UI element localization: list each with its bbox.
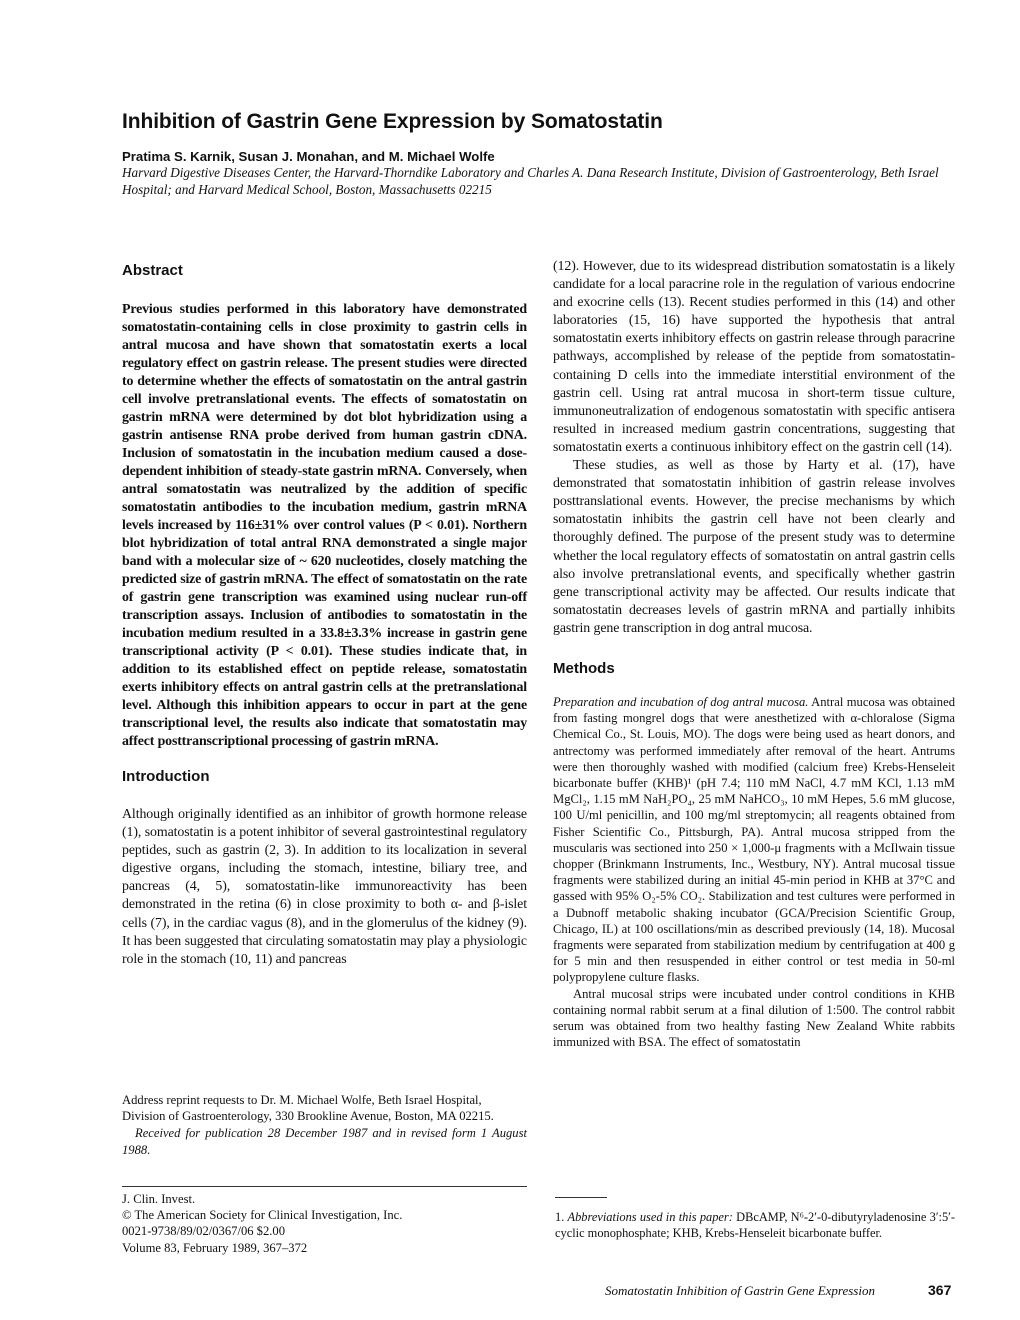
right-column bbox=[553, 258, 955, 1050]
footnote-label: Abbreviations used in this paper: bbox=[567, 1210, 733, 1224]
issn-price: 0021-9738/89/02/0367/06 $2.00 bbox=[122, 1224, 286, 1239]
abstract-heading: Abstract bbox=[122, 262, 183, 279]
reprint-address: Address reprint requests to Dr. M. Michael Wolfe, Beth Israel Hospital, Division of Gastroenterology, 330 Brookline Avenue, Boston, MA 02215. bbox=[122, 1093, 494, 1124]
affiliation: Harvard Digestive Diseases Center, the Harvard-Thorndike Laboratory and Charles A. Dana Research Institute, Division of Gastroenterology, Beth Israel Hospital; and Harvard Medical School, Boston, Massachusetts 02215 bbox=[122, 165, 939, 197]
volume-pages: Volume 83, February 1989, 367–372 bbox=[122, 1240, 308, 1255]
article-title: Inhibition of Gastrin Gene Expression by Somatostatin bbox=[122, 110, 663, 133]
correspondence-note bbox=[122, 1092, 527, 1158]
methods-text bbox=[553, 694, 955, 1050]
left-column bbox=[122, 258, 527, 983]
page-number: 367 bbox=[928, 1282, 952, 1298]
methods-heading: Methods bbox=[553, 659, 615, 677]
author-list: Pratima S. Karnik, Susan J. Monahan, and M. Michael Wolfe bbox=[122, 149, 495, 164]
footnote-divider-right bbox=[555, 1197, 607, 1198]
footnote-text: DBcAMP, N⁶-2′-0-dibutyryladenosine 3′:5′-cyclic monophosphate; KHB, Krebs-Henseleit bicarbonate buffer. bbox=[555, 1210, 956, 1240]
copyright: © The American Society for Clinical Investigation, Inc. bbox=[122, 1208, 403, 1223]
introduction-paragraph-1-start: Although originally identified as an inhibitor of growth hormone release (1), somatostatin is a potent inhibitor of several gastrointestinal regulatory peptides, such as gastrin (2, 3). In addition to its localization in several digestive organs, including the stomach, intestine, biliary tree, and pancreas (4, 5), somatostatin-like immunoreactivity has been demonstrated in the retina (6) in close proximity to both α- and β-islet cells (7), in the cardiac vagus (8), and in the glomerulus of the kidney (9). It has been suggested that circulating somatostatin may play a physiologic role in the stomach (10, 11) and pancreas bbox=[122, 807, 527, 967]
introduction-paragraph-1-end: (12). However, due to its widespread distribution somatostatin is a likely candidate for a local paracrine role in the regulation of various endocrine and exocrine cells (13). Recent studies performed in this (14) and other laboratories (15, 16) have supported the hypothesis that antral somatostatin exerts inhibitory effects on gastrin release through paracrine pathways, accomplished by release of the peptide from somatostatin-containing D cells into the immediate interstitial environment of the gastrin cell. Using rat antral mucosa in short-term tissue culture, immunoneutralization of endogenous somatostatin with specific antisera resulted in increased medium gastrin concentrations, suggesting that somatostatin exerts a continuous inhibitory effect on the gastrin cell (14). bbox=[553, 259, 955, 455]
journal-info bbox=[122, 1191, 527, 1256]
journal-name: J. Clin. Invest. bbox=[122, 1192, 196, 1206]
footnote-marker: 1. bbox=[555, 1210, 568, 1224]
methods-paragraph-2: Antral mucosal strips were incubated under control conditions in KHB containing normal rabbit serum at a final dilution of 1:500. The control rabbit serum was obtained from two healthy fasting New Zealand White rabbits immunized with BSA. The effect of somatostatin bbox=[553, 986, 955, 1050]
footnote-divider-left bbox=[122, 1186, 527, 1187]
methods-paragraph-1-text: Antral mucosa was obtained from fasting mongrel dogs that were anesthetized with α-chloralose (Sigma Chemical Co., St. Louis, MO). The dogs were being used as heart donors, and antrectomy was performed immediately after removal of the heart. Antrums were then thoroughly washed with modified (calcium free) Krebs-Henseleit bicarbonate buffer (KHB)¹ (pH 7.4; 110 mM NaCl, 4.7 mM KCl, 1.13 mM MgCl₂, 1.15 mM NaH₂PO₄, 25 mM NaHCO₃, 10 mM Hepes, 5.6 mM glucose, 100 U/ml penicillin, and 100 mg/ml streptomycin; all reagents obtained from Fisher Scientific Co., Pittsburgh, PA). Antral mucosa stripped from the muscularis was sectioned into 250 × 1,000-μ fragments with a McIlwain tissue chopper (Brinkmann Instruments, Inc., Westbury, NY). Antral mucosal tissue fragments were stabilized during an initial 45-min period in KHB at 37°C and gassed with 95% O₂-5% CO₂. Stabilization and test cultures were performed in a Dubnoff metabolic shaking incubator (GCA/Precision Scientific Group, Chicago, IL) at 100 oscillations/min as described previously (14, 18). Mucosal fragments were separated from stabilization medium by centrifugation at 400 g for 5 min and then resuspended in either control or test media in 50-ml polypropylene culture flasks. bbox=[553, 694, 955, 985]
methods-subheading: Preparation and incubation of dog antral mucosa. bbox=[553, 694, 809, 709]
introduction-paragraph-2: These studies, as well as those by Harty et al. (17), have demonstrated that somatostatin inhibition of gastrin release involves posttranslational events. However, the precise mechanisms by which somatostatin inhibits the gastrin cell have not been clearly and thoroughly defined. The purpose of the present study was to determine whether the local regulatory effects of somatostatin on antral gastrin cells also involve pretranslational events, and specifically whether gastrin gene transcriptional activity may be affected. Our results indicate that somatostatin decreases levels of gastrin mRNA and partially inhibits gastrin gene transcription in dog antral mucosa. bbox=[553, 458, 955, 636]
running-title: Somatostatin Inhibition of Gastrin Gene Expression bbox=[605, 1283, 875, 1298]
footnote bbox=[555, 1209, 955, 1241]
abstract-text: Previous studies performed in this laboratory have demonstrated somatostatin-containing cells in close proximity to gastrin cells in antral mucosa and have shown that somatostatin exerts a local regulatory effect on gastrin release. The present studies were directed to determine whether the effects of somatostatin on the antral gastrin cell involve pretranslational events. The effects of somatostatin on gastrin mRNA were determined by dot blot hybridization using a gastrin antisense RNA probe derived from human gastrin cDNA. Inclusion of somatostatin in the incubation medium caused a dose-dependent inhibition of steady-state gastrin mRNA. Conversely, when antral somatostatin was neutralized by the addition of specific somatostatin antibodies to the incubation medium, gastrin mRNA levels increased by 116±31% over control values (P < 0.01). Northern blot hybridization of total antral RNA demonstrated a single major band with a molecular size of ~ 620 nucleotides, closely matching the predicted size of gastrin mRNA. The effect of somatostatin on the rate of gastrin gene transcription was examined using nuclear run-off transcription assays. Inclusion of antibodies to somatostatin in the incubation medium resulted in a 33.8±3.3% increase in gastrin gene transcriptional activity (P < 0.01). These studies indicate that, in addition to its established effect on peptide release, somatostatin exerts inhibitory effects on antral gastrin cells at the pretranslational level. Although this inhibition appears to occur in part at the gene transcriptional level, the results also indicate that somatostatin may affect posttranscriptional processing of gastrin mRNA. bbox=[122, 302, 527, 749]
received-date: Received for publication 28 December 1987 and in revised form 1 August 1988. bbox=[122, 1126, 527, 1157]
introduction-heading: Introduction bbox=[122, 768, 210, 785]
methods-paragraph-1 bbox=[553, 694, 955, 986]
